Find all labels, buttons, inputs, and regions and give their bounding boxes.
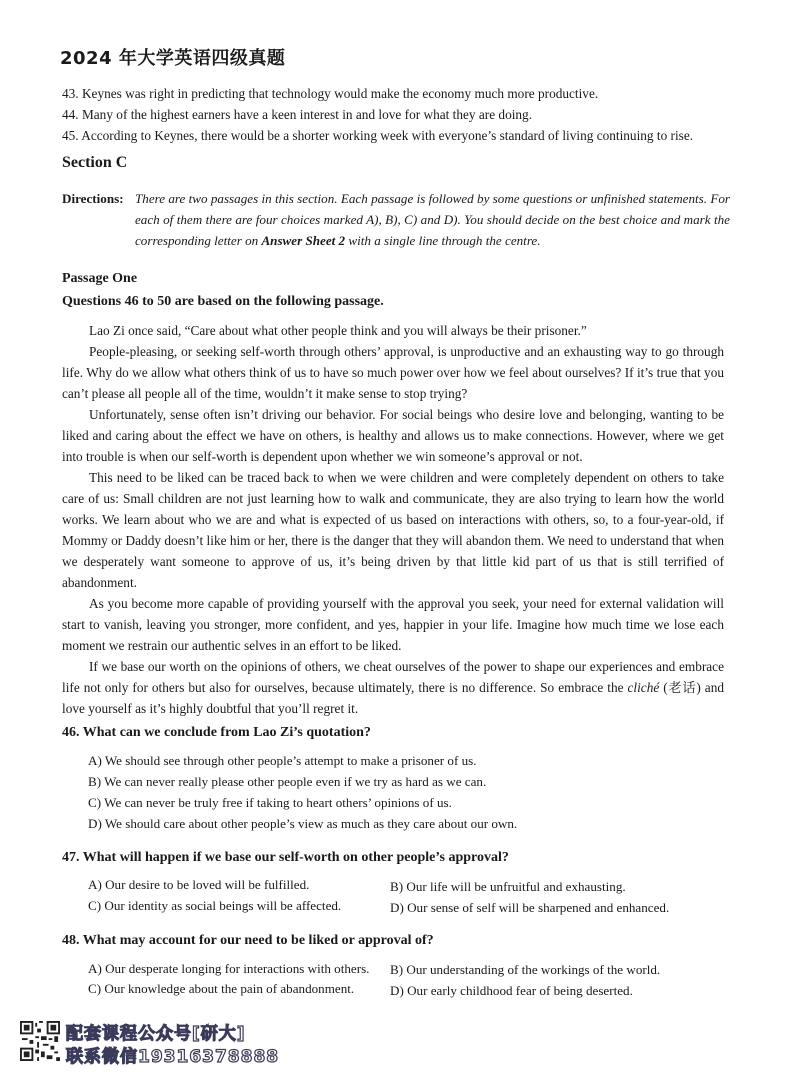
question-46-option-b[interactable]: B) We can never really please other people even if we try as hard as we can. [88, 774, 487, 789]
question-47-option-a[interactable]: A) Our desire to be loved will be fulfilled. [88, 877, 310, 892]
passage-paragraph-6 [62, 656, 724, 719]
paragraph-6-text-before: If we base our worth on the opinions of others, we cheat ourselves of the power to shape our experiences and embrace life not only for others but also for ourselves, because ultimately, there is no difference. So embrace the [62, 659, 724, 695]
question-48-option-b[interactable]: B) Our understanding of the workings of the world. [390, 962, 661, 977]
directions-label: Directions: [62, 191, 124, 206]
questions-heading: Questions 46 to 50 are based on the following passage. [62, 294, 384, 309]
footer-promo-line-2: 联系微信19316378888 [66, 1047, 280, 1067]
question-46-stem: 46. What can we conclude from Lao Zi’s quotation? [62, 725, 371, 740]
directions-text-before: There are two passages in this section. Each passage is followed by some questions or unfinished statements. For each of them there are four choices marked A), B), C) and D). You should decide on the best choice and mark the corresponding letter on [135, 191, 730, 248]
passage-paragraph-2: People-pleasing, or seeking self-worth through others’ approval, is unproductive and an exhausting way to go through life. Why do we allow what others think of us to have so much power over how we feel about ourselves? If it’s true that you can’t please all people all of the time, wouldn’t it make sense to stop trying? [62, 344, 724, 401]
question-47-option-d[interactable]: D) Our sense of self will be sharpened and enhanced. [390, 900, 670, 915]
passage-paragraph-4: This need to be liked can be traced back to when we were children and were completely dependent on others to take care of us: Small children are not just learning how to walk and communicate, they are also trying to learn how the world works. We learn about who we are and what is expected of us based on interactions with others, so, to a four-year-old, if Mommy or Daddy doesn’t like him or her, there is the danger that they will abandon them. We need to understand that when we desperately want someone to approve of us, it’s being driven by that little kid part of us that is still terrified of abandonment. [62, 470, 724, 590]
directions-text [135, 188, 730, 251]
question-47-stem: 47. What will happen if we base our self-worth on other people’s approval? [62, 850, 509, 865]
passage-paragraph-3: Unfortunately, sense often isn’t driving our behavior. For social beings who desire love and belonging, wanting to be liked and caring about the effect we have on others, is healthy and allows us to make connections. However, where we get into trouble is when our self-worth is dependent upon whether we win someone’s approval or not. [62, 407, 724, 464]
footer-promo-line-1: 配套课程公众号[研大] [66, 1024, 246, 1044]
qr-code-icon [20, 1020, 60, 1062]
answer-sheet-emphasis: Answer Sheet 2 [261, 233, 346, 248]
passage-paragraph-5: As you become more capable of providing yourself with the approval you seek, your need for external validation will start to vanish, leaving you stronger, more confident, and yes, happier in your life. Imagine how much time we lose each moment we restrain our authentic selves in an effort to be liked. [62, 596, 724, 653]
question-48-option-c[interactable]: C) Our knowledge about the pain of abandonment. [88, 981, 355, 996]
paragraph-6-text-after: (老话) and love yourself as it’s highly doubtful that you’ll regret it. [62, 680, 725, 716]
section-title: Section C [62, 154, 128, 171]
statement-44: 44. Many of the highest earners have a keen interest in and love for what they are doing. [62, 107, 533, 122]
cliche-word: cliché [627, 680, 660, 695]
question-46-option-d[interactable]: D) We should care about other people’s view as much as they care about our own. [88, 816, 518, 831]
statement-43: 43. Keynes was right in predicting that technology would make the economy much more productive. [62, 86, 599, 101]
passage-paragraph-1: Lao Zi once said, “Care about what other people think and you will always be their prisoner.” [89, 323, 587, 338]
directions-block [62, 188, 730, 251]
directions-text-after: with a single line through the centre. [345, 233, 541, 248]
question-48-stem: 48. What may account for our need to be liked or approval of? [62, 933, 434, 948]
question-46-option-c[interactable]: C) We can never be truly free if taking to heart others’ opinions of us. [88, 795, 452, 810]
statement-45: 45. According to Keynes, there would be a shorter working week with everyone’s standard of living continuing to rise. [62, 128, 694, 143]
question-48-option-d[interactable]: D) Our early childhood fear of being deserted. [390, 983, 633, 998]
passage-title: Passage One [62, 271, 138, 286]
page-header-title: 2024 年大学英语四级真题 [60, 48, 286, 69]
question-46-option-a[interactable]: A) We should see through other people’s attempt to make a prisoner of us. [88, 753, 477, 768]
question-47-option-b[interactable]: B) Our life will be unfruitful and exhausting. [390, 879, 626, 894]
question-47-option-c[interactable]: C) Our identity as social beings will be affected. [88, 898, 342, 913]
passage-body [62, 320, 724, 719]
question-48-option-a[interactable]: A) Our desperate longing for interactions with others. [88, 961, 370, 976]
